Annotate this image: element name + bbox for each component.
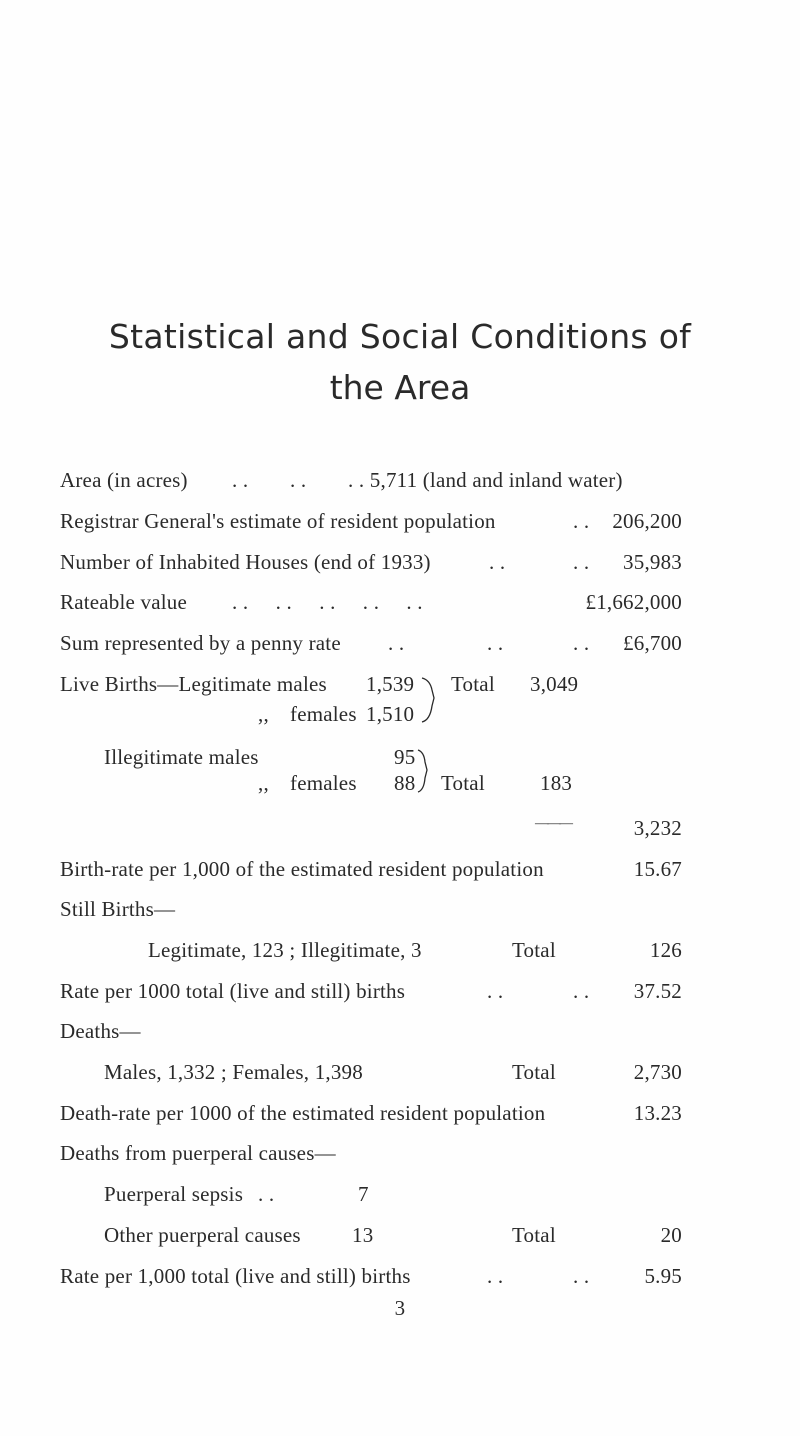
illegitimate-brace-icon bbox=[416, 748, 436, 794]
penny-rate-label: Sum represented by a penny rate bbox=[60, 631, 341, 655]
live-births-grand-total: 3,232 bbox=[633, 816, 682, 840]
still-rate-value: 37.52 bbox=[633, 979, 682, 1003]
live-births-label: Live Births—Legitimate males bbox=[60, 672, 327, 696]
puerperal-sepsis-value: 7 bbox=[358, 1182, 369, 1206]
rateable-dots: . . . . . . . . . . bbox=[232, 590, 423, 614]
penny-rate-dots-1: . . bbox=[388, 631, 405, 655]
deaths-heading: Deaths— bbox=[60, 1019, 141, 1043]
legitimate-females-label: females bbox=[290, 702, 357, 726]
puerperal-rate-value: 5.95 bbox=[644, 1264, 682, 1288]
deaths-detail: Males, 1,332 ; Females, 1,398 bbox=[104, 1060, 363, 1084]
legitimate-brace-icon bbox=[420, 676, 446, 724]
legitimate-total-label: Total bbox=[451, 672, 495, 696]
puerperal-total: 20 bbox=[660, 1223, 682, 1247]
houses-dots-1: . . bbox=[489, 550, 506, 574]
penny-rate-dots-2: . . bbox=[487, 631, 504, 655]
other-puerperal-value: 13 bbox=[352, 1223, 374, 1247]
legitimate-females-ditto: ,, bbox=[258, 702, 269, 726]
legitimate-total-value: 3,049 bbox=[530, 672, 579, 696]
still-births-detail: Legitimate, 123 ; Illegitimate, 3 bbox=[148, 938, 422, 962]
page-number: 3 bbox=[394, 1296, 406, 1320]
page-title: Statistical and Social Conditions of bbox=[108, 317, 692, 356]
area-dots-2: . . bbox=[290, 468, 307, 492]
penny-rate-dots-3: . . bbox=[573, 631, 590, 655]
page-title-continued: the Area bbox=[329, 368, 471, 407]
illegitimate-males-value: 95 bbox=[394, 745, 416, 769]
penny-rate-value: £6,700 bbox=[623, 631, 682, 655]
still-births-heading: Still Births— bbox=[60, 897, 176, 921]
illegitimate-females-label: females bbox=[290, 771, 357, 795]
still-births-total: 126 bbox=[649, 938, 682, 962]
birth-rate-label: Birth-rate per 1,000 of the estimated resident population bbox=[60, 857, 544, 881]
puerperal-rate-dots-1: . . bbox=[487, 1264, 504, 1288]
area-value: . . 5,711 (land and inland water) bbox=[348, 468, 623, 492]
illegitimate-females-value: 88 bbox=[394, 771, 416, 795]
legitimate-females-value: 1,510 bbox=[366, 702, 415, 726]
puerperal-rate-label: Rate per 1,000 total (live and still) births bbox=[60, 1264, 411, 1288]
puerperal-sepsis-dots: . . bbox=[258, 1182, 275, 1206]
population-label: Registrar General's estimate of resident population bbox=[60, 509, 496, 533]
still-rate-label: Rate per 1000 total (live and still) births bbox=[60, 979, 406, 1003]
illegitimate-total-value: 183 bbox=[540, 771, 573, 795]
death-rate-label: Death-rate per 1000 of the estimated resident population bbox=[60, 1101, 546, 1125]
legitimate-males-value: 1,539 bbox=[366, 672, 415, 696]
still-births-total-label: Total bbox=[512, 938, 556, 962]
area-label: Area (in acres) bbox=[60, 468, 188, 492]
deaths-total-label: Total bbox=[512, 1060, 556, 1084]
illegitimate-males-label: Illegitimate males bbox=[104, 745, 259, 769]
houses-label: Number of Inhabited Houses (end of 1933) bbox=[60, 550, 431, 574]
still-rate-dots-1: . . bbox=[487, 979, 504, 1003]
illegitimate-total-label: Total bbox=[441, 771, 485, 795]
other-puerperal-label: Other puerperal causes bbox=[104, 1223, 301, 1247]
puerperal-sepsis-label: Puerperal sepsis bbox=[104, 1182, 244, 1206]
population-dots: . . bbox=[573, 509, 590, 533]
illegitimate-females-ditto: ,, bbox=[258, 771, 269, 795]
puerperal-rate-dots-2: . . bbox=[573, 1264, 590, 1288]
deaths-total: 2,730 bbox=[633, 1060, 682, 1084]
still-rate-dots-2: . . bbox=[573, 979, 590, 1003]
death-rate-value: 13.23 bbox=[633, 1101, 682, 1125]
puerperal-heading: Deaths from puerperal causes— bbox=[60, 1141, 336, 1165]
population-value: 206,200 bbox=[612, 509, 682, 533]
rateable-label: Rateable value bbox=[60, 590, 187, 614]
area-dots-1: . . bbox=[232, 468, 249, 492]
rateable-value: £1,662,000 bbox=[585, 590, 682, 614]
sum-rule: ——— bbox=[535, 816, 571, 831]
houses-value: 35,983 bbox=[623, 550, 682, 574]
puerperal-total-label: Total bbox=[512, 1223, 556, 1247]
birth-rate-value: 15.67 bbox=[633, 857, 682, 881]
houses-dots-2: . . bbox=[573, 550, 590, 574]
